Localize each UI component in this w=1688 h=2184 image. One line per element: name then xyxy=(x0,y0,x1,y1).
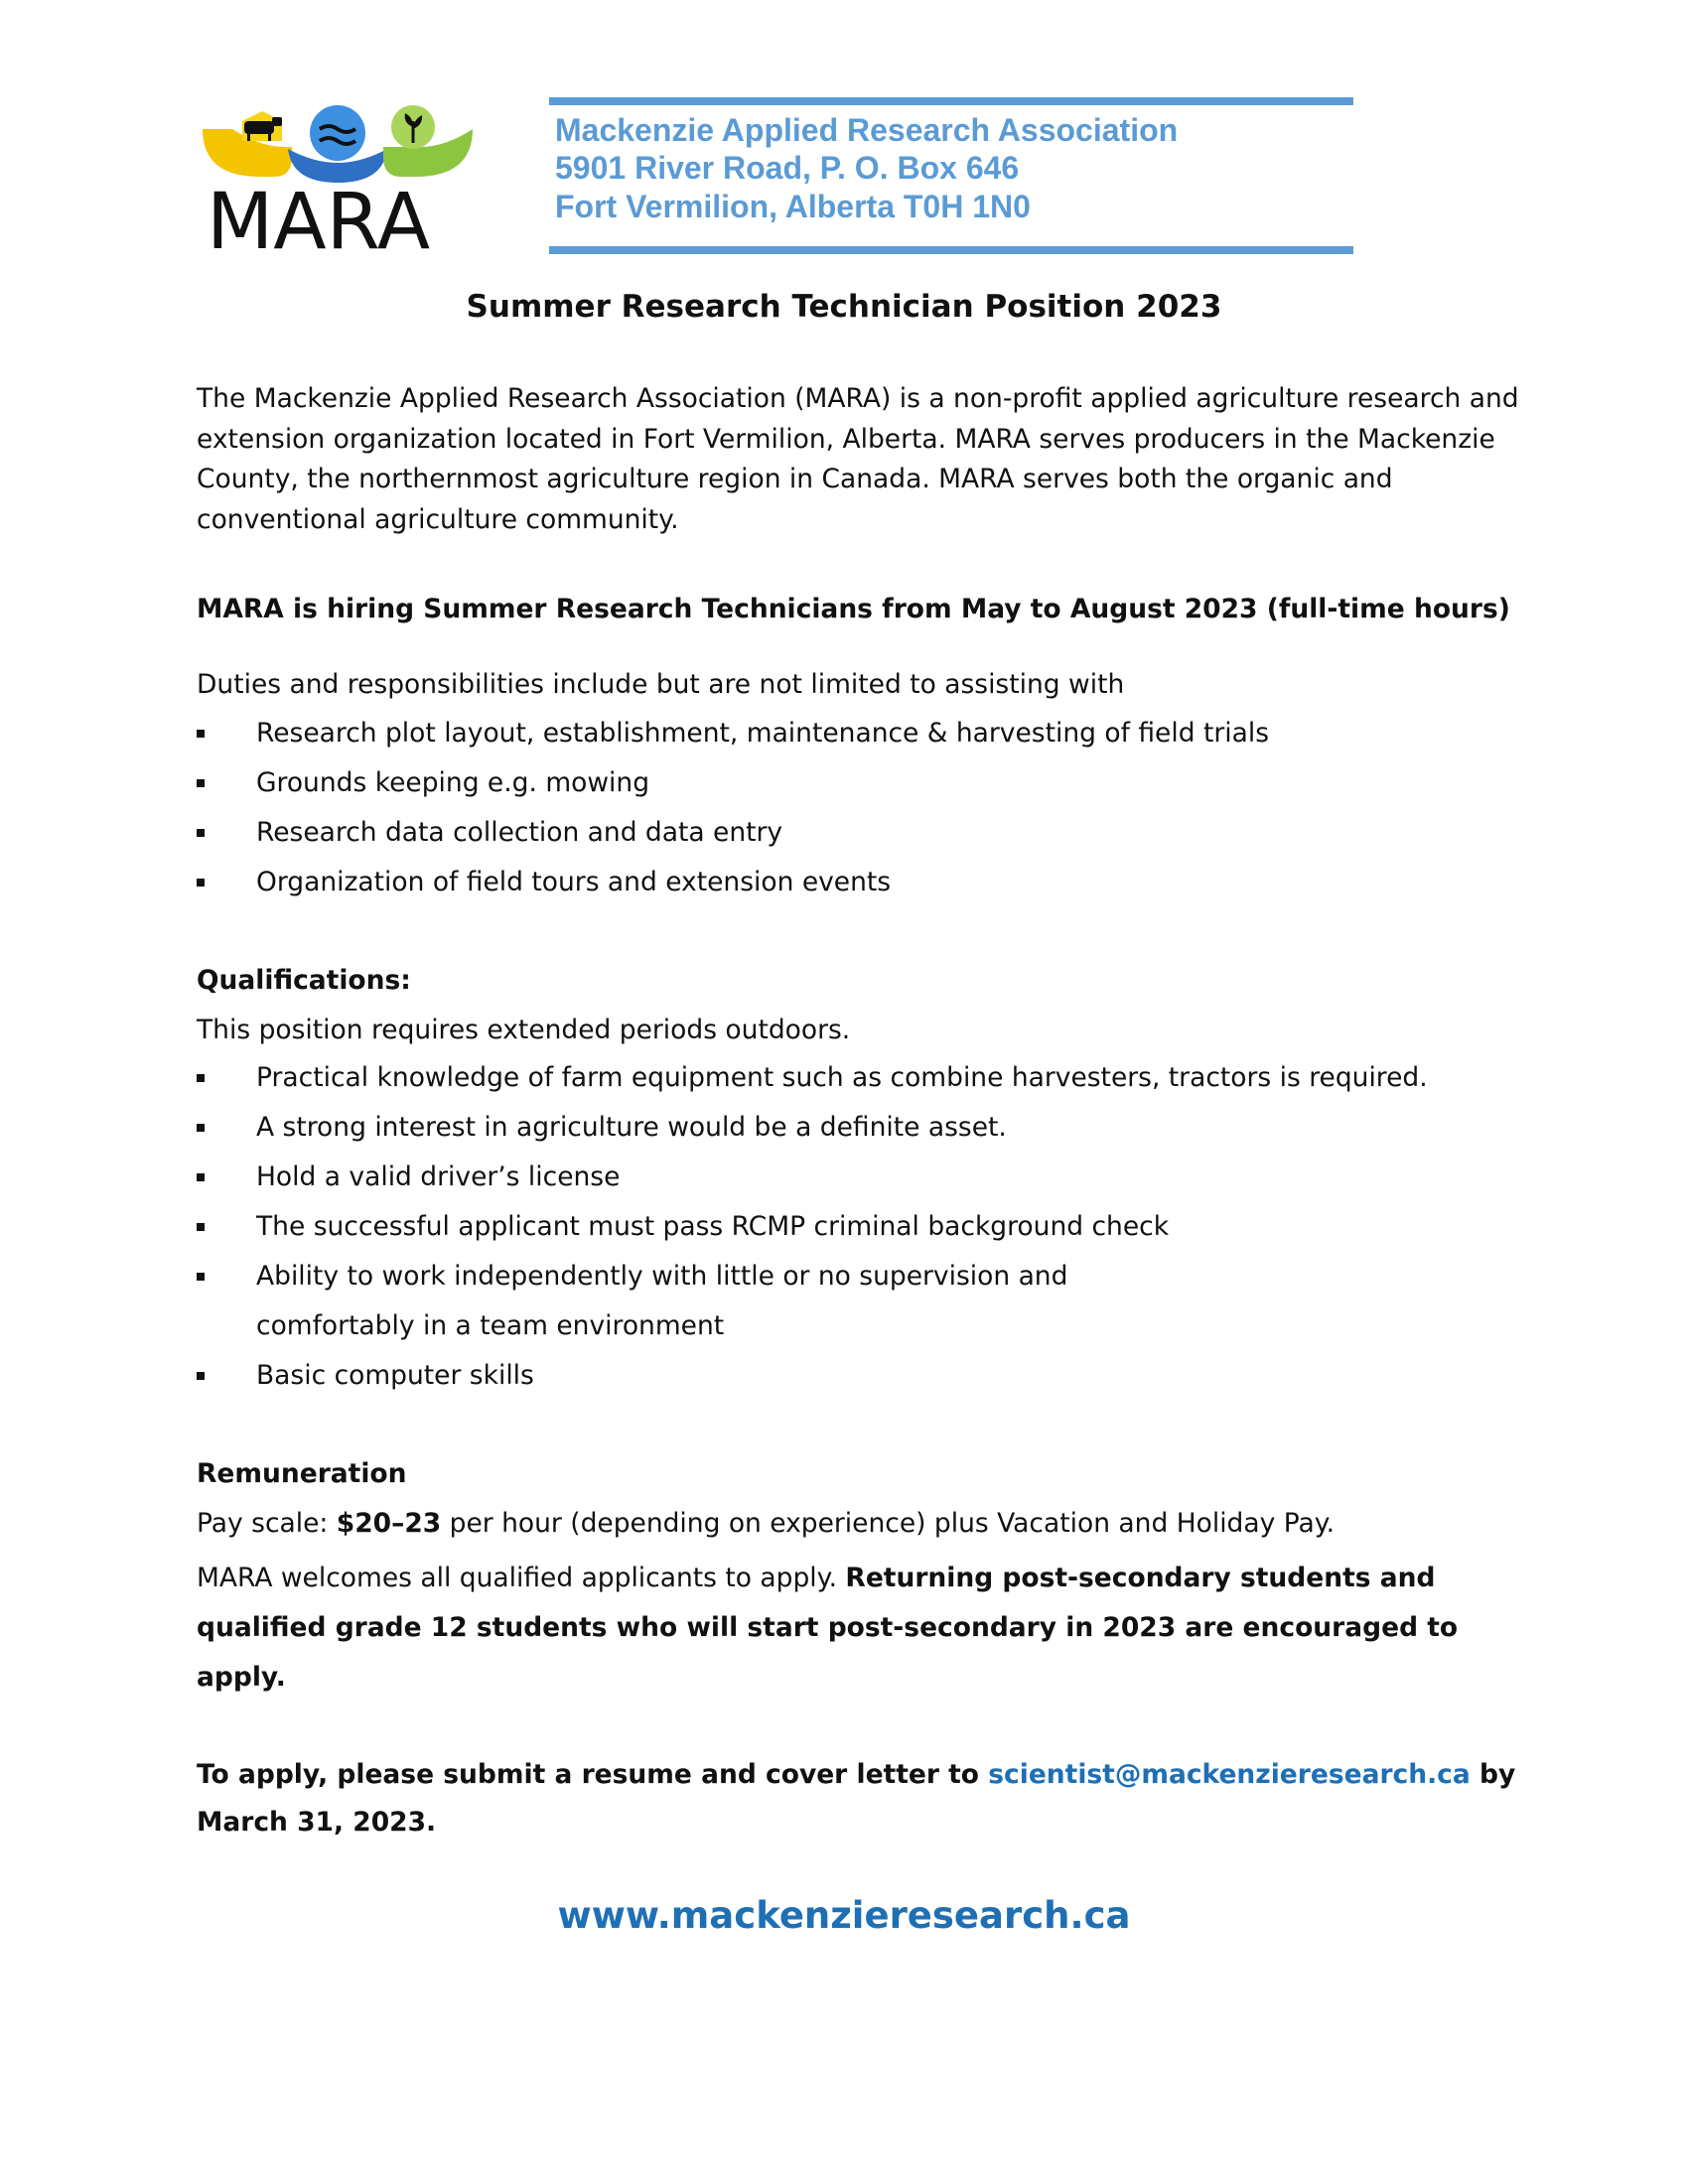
hiring-statement: MARA is hiring Summer Research Technicians from May to August 2023 (full-time hours) xyxy=(197,594,1510,624)
city-address: Fort Vermilion, Alberta T0H 1N0 xyxy=(555,189,1031,224)
bullet-icon xyxy=(197,1124,205,1132)
welcome-paragraph: MARA welcomes all qualified applicants to apply. Returning post-secondary students and qualified grade 12 students who will start post-secondary in 2023 are encouraged to apply. xyxy=(197,1563,1459,1693)
list-item: Organization of field tours and extension events xyxy=(197,858,1527,907)
page-title: Summer Research Technician Position 2023 xyxy=(466,289,1222,325)
website-link[interactable]: www.mackenzieresearch.ca xyxy=(557,1894,1131,1937)
logo-wordmark: MARA xyxy=(207,178,431,258)
bullet-icon xyxy=(197,1223,205,1231)
address-block xyxy=(549,97,1353,256)
website xyxy=(0,1892,1688,1940)
bullet-icon xyxy=(197,779,205,787)
remuneration-heading: Remuneration xyxy=(197,1458,407,1489)
email-link[interactable]: scientist@mackenzieresearch.ca xyxy=(988,1759,1471,1790)
bullet-icon xyxy=(197,1273,205,1281)
address-top-rule xyxy=(549,97,1353,105)
bullet-icon xyxy=(197,829,205,837)
intro-paragraph: The Mackenzie Applied Research Association (MARA) is a non-profit applied agriculture research and extension organization located in Fort Vermilion, Alberta. MARA serves producers in the Mackenzie County, the northernmost agriculture region in Canada. MARA serves both the organic and conventional agriculture community. xyxy=(197,383,1519,535)
org-name: Mackenzie Applied Research Association xyxy=(555,112,1179,148)
apply-paragraph: To apply, please submit a resume and cover letter to scientist@mackenzieresearch.ca by March 31, 2023. xyxy=(197,1759,1516,1838)
qualifications-intro: This position requires extended periods outdoors. xyxy=(197,1015,851,1045)
qualifications-heading: Qualifications: xyxy=(197,965,411,996)
list-item: Practical knowledge of farm equipment such as combine harvesters, tractors is required. xyxy=(197,1053,1527,1103)
bullet-icon xyxy=(197,1173,205,1181)
pay-scale: Pay scale: $20–23 per hour (depending on experience) plus Vacation and Holiday Pay. xyxy=(197,1508,1336,1539)
bullet-icon xyxy=(197,879,205,887)
list-item: A strong interest in agriculture would be a definite asset. xyxy=(197,1103,1527,1153)
pay-amount: $20–23 xyxy=(336,1508,442,1539)
bullet-icon xyxy=(197,1372,205,1380)
qualifications-list xyxy=(197,1053,1527,1401)
bullet-icon xyxy=(197,1074,205,1082)
list-item: The successful applicant must pass RCMP criminal background check xyxy=(197,1202,1527,1252)
duties-intro: Duties and responsibilities include but are not limited to assisting with xyxy=(197,669,1125,700)
duties-list xyxy=(197,709,1527,907)
street-address: 5901 River Road, P. O. Box 646 xyxy=(555,150,1020,186)
address-bottom-rule xyxy=(549,246,1353,254)
list-item: Grounds keeping e.g. mowing xyxy=(197,758,1527,808)
bullet-icon xyxy=(197,730,205,738)
mara-logo xyxy=(203,99,473,258)
list-item: Research data collection and data entry xyxy=(197,808,1527,858)
list-item: Basic computer skills xyxy=(197,1351,1527,1401)
list-item: Hold a valid driver’s license xyxy=(197,1153,1527,1202)
mara-logo-icon xyxy=(203,99,473,258)
list-item: Research plot layout, establishment, maintenance & harvesting of field trials xyxy=(197,709,1527,758)
list-item: Ability to work independently with little or no supervision and comfortably in a team environment xyxy=(197,1252,1527,1351)
